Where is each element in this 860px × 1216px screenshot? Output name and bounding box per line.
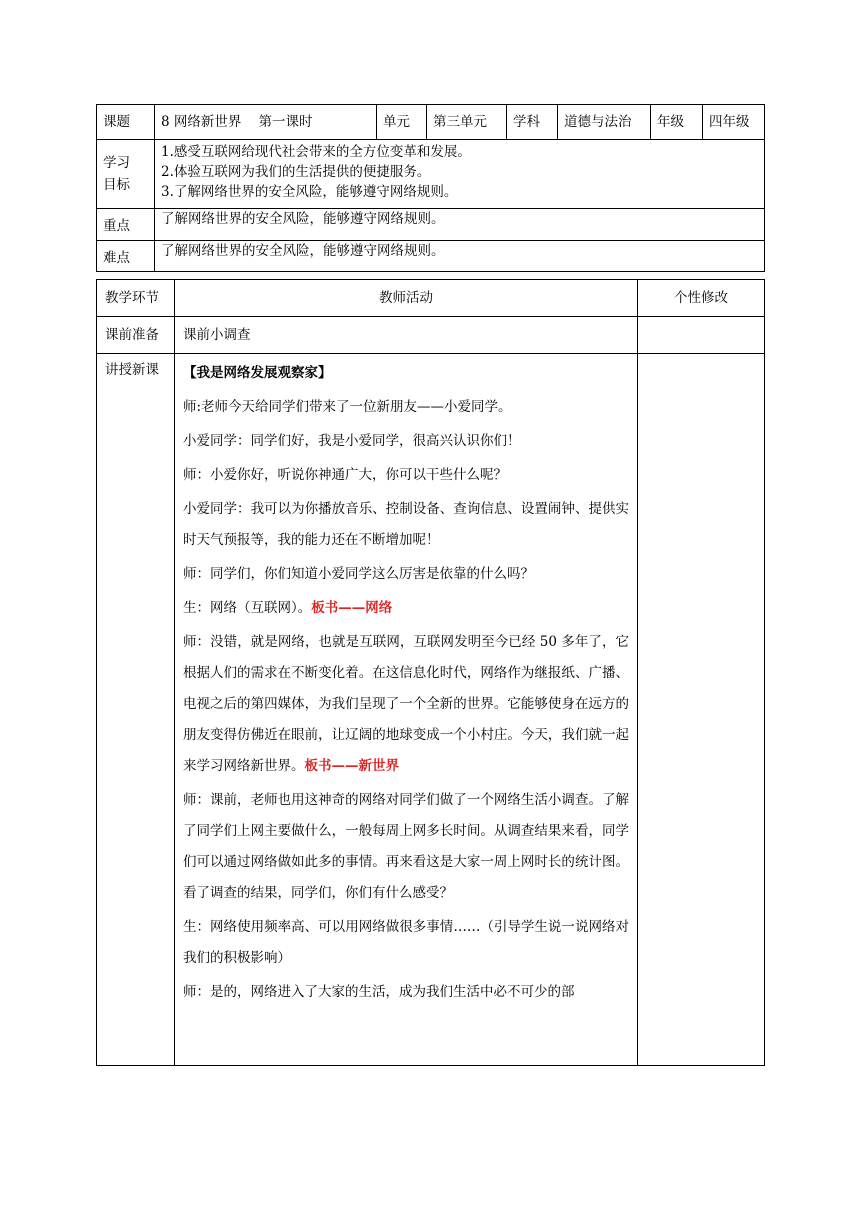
dialogue-text: 生：网络（互联网）。 <box>183 600 312 616</box>
col-notes-header: 个性修改 <box>638 280 765 317</box>
personal-notes-cell <box>638 354 765 1066</box>
dialogue-paragraph: 师：课前，老师也用这神奇的网络对同学们做了一个网络生活小调查。了解了同学们上网主要做什么，一般每周上网多长时间。从调查结果来看，同学们可以通过网络做如此多的事情。再来看这是大家一周上网时长的统计图。看了调查的结果，同学们，你们有什么感受？ <box>183 792 629 901</box>
info-row <box>97 105 765 140</box>
prep-notes <box>638 317 765 354</box>
dialogue-paragraph: 师：同学们，你们知道小爱同学这么厉害是依靠的什么吗？ <box>183 566 534 582</box>
prep-content: 课前小调查 <box>175 317 638 354</box>
blackboard-note: 板书——网络 <box>311 600 393 616</box>
topic-label: 课题 <box>97 105 155 140</box>
dialogue-paragraph: 师:老师今天给同学们带来了一位新朋友——小爱同学。 <box>183 399 512 415</box>
new-lesson-row <box>97 354 765 1066</box>
grade-value: 四年级 <box>703 105 765 140</box>
section-title: 【我是网络发展观察家】 <box>183 365 332 381</box>
column-header-row <box>97 280 765 317</box>
dialogue-paragraph: 师：小爱你好，听说你神通广大，你可以干些什么呢？ <box>183 467 507 483</box>
objective-item: 3.了解网络世界的安全风险，能够遵守网络规则。 <box>161 184 458 200</box>
difficulty-value: 了解网络世界的安全风险，能够遵守网络规则。 <box>155 241 765 272</box>
difficulty-row <box>97 241 765 272</box>
col-teacher-header: 教师活动 <box>175 280 638 317</box>
key-point-row <box>97 209 765 241</box>
objective-item: 2.体验互联网为我们的生活提供的便捷服务。 <box>161 164 431 180</box>
dialogue-paragraph: 生：网络使用频率高、可以用网络做很多事情……（引导学生说一说网络对我们的积极影响） <box>183 919 629 966</box>
objectives-label-line1: 学习 <box>103 155 130 171</box>
unit-value: 第三单元 <box>427 105 507 140</box>
dialogue-paragraph: 小爱同学：同学们好，我是小爱同学，很高兴认识你们！ <box>183 433 521 449</box>
blackboard-note: 板书——新世界 <box>304 758 399 774</box>
dialogue-paragraph <box>183 627 629 782</box>
grade-label: 年级 <box>651 105 703 140</box>
unit-label: 单元 <box>377 105 427 140</box>
teacher-activity-cell <box>175 354 638 1066</box>
dialogue-paragraph: 小爱同学：我可以为你播放音乐、控制设备、查询信息、设置闹钟、提供实时天气预报等，我的能力还在不断增加呢！ <box>183 501 629 548</box>
key-point-label: 重点 <box>97 209 155 241</box>
difficulty-label: 难点 <box>97 241 155 272</box>
objectives-row <box>97 140 765 209</box>
dialogue-text: 师：没错，就是网络，也就是互联网，互联网发明至今已经 50 多年了，它根据人们的需求在不断变化着。在这信息化时代，网络作为继报纸、广播、电视之后的第四媒体，为我们呈现了一个全新的世界。它能够使身在远方的朋友变得仿佛近在眼前，让辽阔的地球变成一个小村庄。今天，我们就一起来学习网络新世界。 <box>183 634 629 774</box>
prep-row <box>97 317 765 354</box>
lesson-process-table <box>96 279 765 1066</box>
lesson-info-table <box>96 104 765 272</box>
dialogue-paragraph <box>183 593 629 624</box>
subject-value: 道德与法治 <box>558 105 651 140</box>
topic-value: 8 网络新世界 第一课时 <box>155 105 377 140</box>
new-stage: 讲授新课 <box>97 354 175 1066</box>
subject-label: 学科 <box>507 105 558 140</box>
dialogue-paragraph: 师：是的，网络进入了大家的生活，成为我们生活中必不可少的部 <box>183 984 575 1000</box>
key-point-value: 了解网络世界的安全风险，能够遵守网络规则。 <box>155 209 765 241</box>
prep-stage: 课前准备 <box>97 317 175 354</box>
objective-item: 1.感受互联网给现代社会带来的全方位变革和发展。 <box>161 144 471 160</box>
objectives-label-line2: 目标 <box>103 177 130 193</box>
col-stage-header: 教学环节 <box>97 280 175 317</box>
